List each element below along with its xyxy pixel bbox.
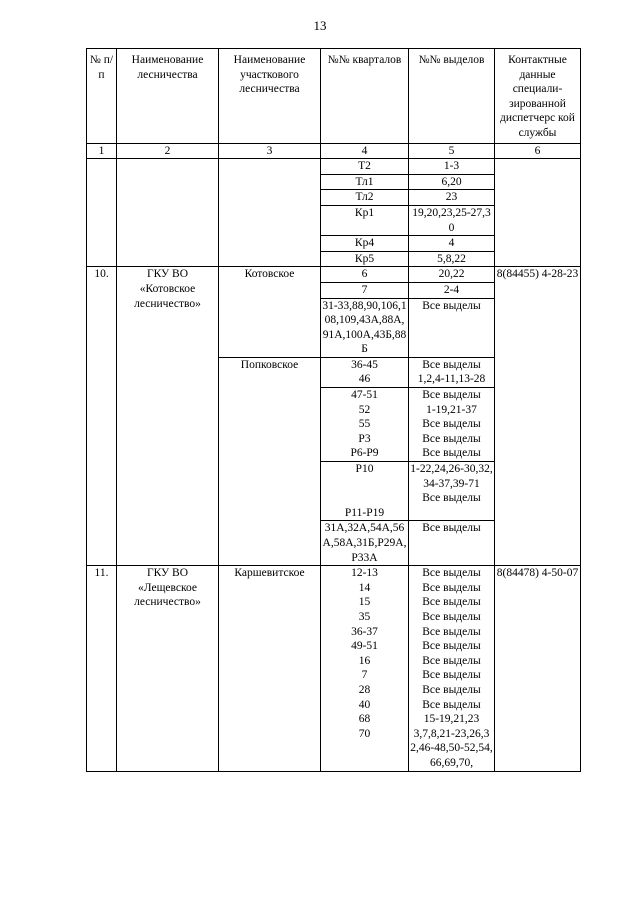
header-row <box>87 49 581 144</box>
quarter-cell: 7 <box>321 282 409 298</box>
forestry-cell: ГКУ ВО «Котовское лесничество» <box>117 267 219 566</box>
contact-cell <box>495 159 581 267</box>
sections-line: Все выделы <box>422 358 481 371</box>
district-cell <box>219 159 321 267</box>
forestry-table <box>86 48 581 772</box>
quarter-line: Р3 <box>358 432 371 445</box>
header-contacts: Контактные данные специали-зированной диспетчерс кой службы <box>495 49 581 144</box>
sections-cell: 1-3 <box>409 159 495 175</box>
quarter-cell: 31А,32А,54А,56А,58А,31Б,Р29А, Р33А <box>321 521 409 566</box>
sections-line: Все выделы <box>422 610 481 623</box>
header-forestry: Наименование лесничества <box>117 49 219 144</box>
table-row <box>87 267 581 283</box>
quarter-line: Р11-Р19 <box>344 506 385 519</box>
district-cell: Котовское <box>219 267 321 358</box>
sections-line: Все выделы <box>422 447 481 460</box>
quarter-line: 46 <box>358 373 371 386</box>
num-cell: 10. <box>87 267 117 566</box>
contact-cell: 8(84455) 4-28-23 <box>495 267 581 566</box>
column-number: 2 <box>117 143 219 159</box>
sections-line: Все выделы <box>422 669 481 682</box>
sections-cell: 6,20 <box>409 174 495 190</box>
sections-line: 1-19,21-37 <box>426 403 477 416</box>
sections-line: Все выделы <box>422 581 481 594</box>
column-number-row <box>87 143 581 159</box>
column-number: 5 <box>409 143 495 159</box>
quarter-line: 14 <box>358 581 371 594</box>
quarter-cell <box>321 357 409 387</box>
quarter-line: 49-51 <box>351 640 378 653</box>
sections-line: Все выделы <box>422 654 481 667</box>
sections-cell <box>409 388 495 462</box>
quarter-cell: Кр4 <box>321 236 409 252</box>
quarter-line: 12-13 <box>351 567 378 580</box>
sections-line: Все выделы <box>422 683 481 696</box>
column-number: 1 <box>87 143 117 159</box>
num-cell: 11. <box>87 566 117 771</box>
forestry-cell: ГКУ ВО «Лещевское лесничество» <box>117 566 219 771</box>
quarter-line: 68 <box>358 713 371 726</box>
sections-cell <box>409 462 495 521</box>
header-district: Наименование участкового лесничества <box>219 49 321 144</box>
quarter-line: 40 <box>358 698 371 711</box>
column-number: 6 <box>495 143 581 159</box>
sections-line: Все выделы <box>422 640 481 653</box>
header-num: № п/п <box>87 49 117 144</box>
sections-line: Все выделы <box>422 492 481 505</box>
num-cell <box>87 159 117 267</box>
quarter-cell <box>321 566 409 771</box>
header-sections: №№ выделов <box>409 49 495 144</box>
quarter-line: 35 <box>358 610 371 623</box>
table-row <box>87 566 581 771</box>
sections-line: 1-22,24,26-30,32,34-37,39-71 <box>410 463 493 490</box>
quarter-cell: Тл2 <box>321 190 409 206</box>
sections-line: Все выделы <box>422 389 481 402</box>
spacer <box>322 477 407 492</box>
sections-line: 15-19,21,23 <box>423 713 480 726</box>
quarter-line: 52 <box>358 403 371 416</box>
spacer <box>322 491 407 506</box>
sections-line: Все выделы <box>422 596 481 609</box>
sections-cell: Все выделы <box>409 521 495 566</box>
quarter-line: 28 <box>358 683 371 696</box>
sections-cell: 20,22 <box>409 267 495 283</box>
quarter-line: 47-51 <box>351 389 378 402</box>
quarter-cell: Т2 <box>321 159 409 175</box>
sections-line: Все выделы <box>422 625 481 638</box>
quarter-cell: 31-33,88,90,106,108,109,43А,88А,91А,100А,43Б,88Б <box>321 298 409 357</box>
contact-cell: 8(84478) 4-50-07 <box>495 566 581 771</box>
quarter-line: 55 <box>358 418 371 431</box>
sections-cell: 23 <box>409 190 495 206</box>
sections-line: 1,2,4-11,13-28 <box>417 373 486 386</box>
sections-cell: 19,20,23,25-27,30 <box>409 205 495 235</box>
sections-cell: 2-4 <box>409 282 495 298</box>
quarter-line: 16 <box>358 654 371 667</box>
forestry-cell <box>117 159 219 267</box>
sections-cell: Все выделы <box>409 298 495 357</box>
sections-line: 3,7,8,21-23,26,32,46-48,50-52,54,66,69,70, <box>410 727 493 769</box>
quarter-line: 70 <box>358 727 371 740</box>
quarter-line: 36-37 <box>351 625 378 638</box>
sections-cell: 5,8,22 <box>409 251 495 267</box>
sections-line: Все выделы <box>422 432 481 445</box>
sections-line: Все выделы <box>422 418 481 431</box>
quarter-cell: Кр1 <box>321 205 409 235</box>
page-number: 13 <box>313 18 327 33</box>
quarter-line: 7 <box>361 669 368 682</box>
quarter-cell: 6 <box>321 267 409 283</box>
sections-cell <box>409 566 495 771</box>
table-row <box>87 159 581 175</box>
quarter-cell <box>321 388 409 462</box>
quarter-line: Р10 <box>355 463 374 476</box>
quarter-line: 15 <box>358 596 371 609</box>
header-quarters: №№ кварталов <box>321 49 409 144</box>
sections-cell <box>409 357 495 387</box>
district-cell: Каршевитское <box>219 566 321 771</box>
quarter-cell: Кр5 <box>321 251 409 267</box>
sections-cell: 4 <box>409 236 495 252</box>
quarter-line: Р6-Р9 <box>350 447 379 460</box>
column-number: 3 <box>219 143 321 159</box>
sections-line: Все выделы <box>422 698 481 711</box>
quarter-line: 36-45 <box>351 358 378 371</box>
district-cell: Попковское <box>219 357 321 565</box>
quarter-cell: Тл1 <box>321 174 409 190</box>
sections-line: Все выделы <box>422 567 481 580</box>
quarter-cell <box>321 462 409 521</box>
column-number: 4 <box>321 143 409 159</box>
